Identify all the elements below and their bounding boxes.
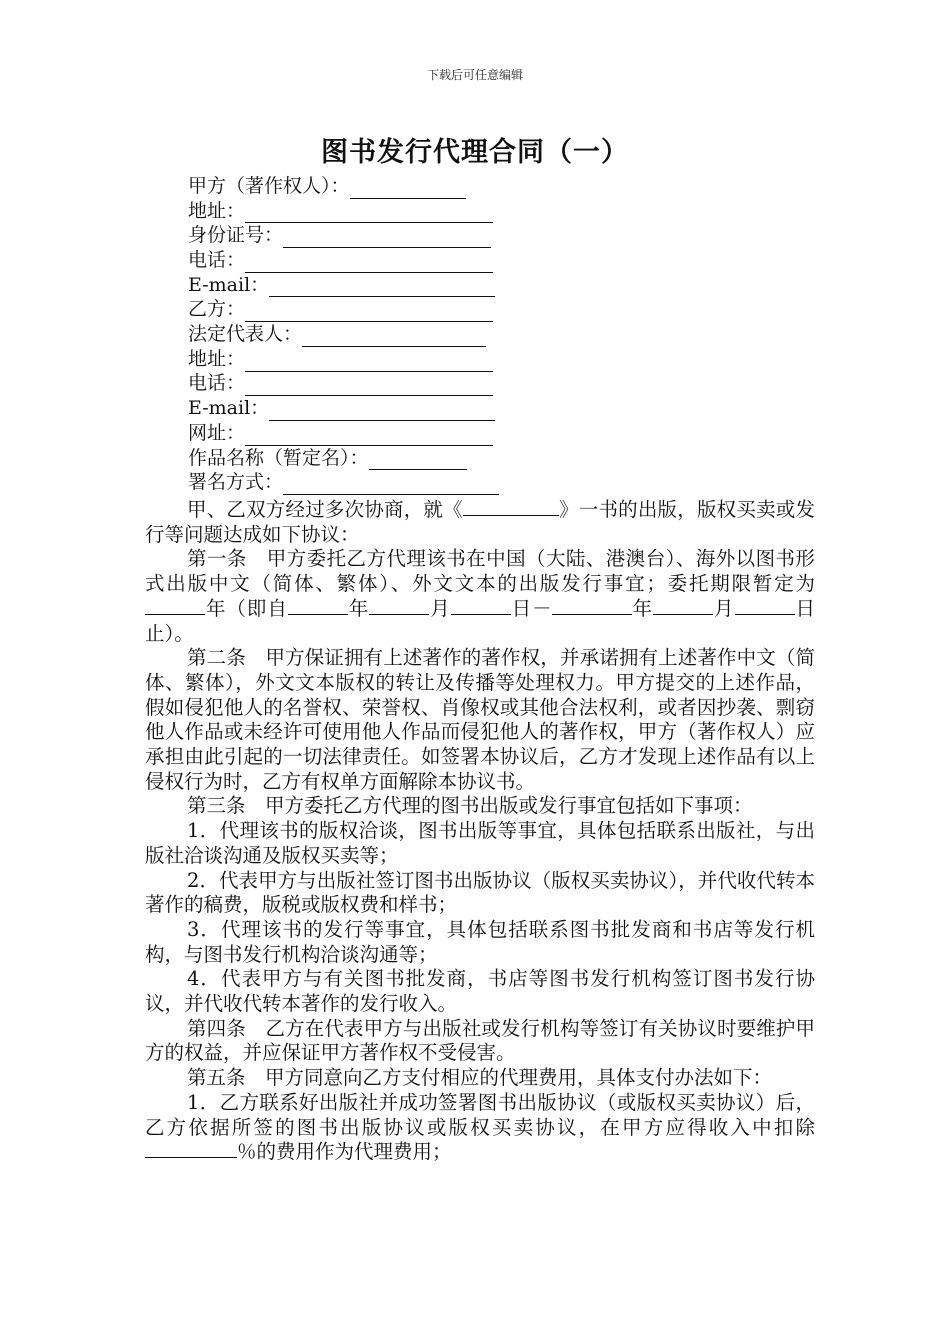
field-party-b-address (188, 347, 499, 372)
field-website (188, 421, 499, 446)
start-month-blank[interactable] (369, 598, 429, 615)
field-party-a-address (188, 199, 499, 224)
article-text: 日止）。 (145, 596, 815, 645)
field-label: 甲方（著作权人）： (188, 174, 350, 197)
end-day-blank[interactable] (735, 598, 795, 615)
party-info-fields (188, 174, 499, 495)
field-label: 地址： (188, 199, 246, 222)
article-text: 第一条 甲方委托乙方代理该书在中国（大陆、港澳台）、海外以图书形式出版中文（简体、繁体）、外文文本的出版发行事宜；委托期限暂定为 (145, 547, 815, 596)
article-3: 第三条 甲方委托乙方代理的图书出版或发行事宜包括如下事项： (187, 794, 753, 818)
fill-in-blank[interactable] (350, 181, 466, 199)
fill-in-blank[interactable] (283, 477, 499, 495)
field-legal-representative (188, 322, 499, 347)
contract-body (145, 498, 815, 1165)
article-text: ％的费用作为代理费用； (237, 1140, 452, 1164)
field-party-b-phone (188, 372, 499, 397)
field-work-title (188, 446, 499, 471)
field-party-a-phone (188, 248, 499, 273)
fill-in-blank[interactable] (245, 255, 493, 273)
fill-in-blank[interactable] (283, 230, 491, 248)
field-id-number (188, 223, 499, 248)
article-text: 月 (713, 596, 735, 620)
article-text: 月 (429, 596, 451, 620)
end-month-blank[interactable] (653, 598, 713, 615)
fill-in-blank[interactable] (369, 452, 467, 470)
field-label: E-mail： (188, 273, 270, 296)
end-year-blank[interactable] (552, 598, 632, 615)
article-2: 第二条 甲方保证拥有上述著作的著作权，并承诺拥有上述著作中文（简体、繁体），外文文本版权的转让及传播等处理权力。甲方提交的上述作品，假如侵犯他人的名誉权、荣誉权、肖像权或其他合法权利，或者因抄袭、剽窃他人作品或未经许可使用他人作品而侵犯他人的著作权，甲方（著作权人）应承担由此引起的一切法律责任。如签署本协议后，乙方才发现上述作品有以上侵权行为时，乙方有权单方面解除本协议书。 (145, 646, 815, 793)
fill-in-blank[interactable] (302, 329, 486, 347)
field-label: 电话： (188, 372, 246, 395)
article-3-item-4: 4．代表甲方与有关图书批发商，书店等图书发行机构签订图书发行协议，并代收代转本著作的发行收入。 (145, 967, 815, 1016)
fill-in-blank[interactable] (245, 205, 493, 223)
article-text: 1．乙方联系好出版社并成功签署图书出版协议（或版权买卖协议）后，乙方依据所签的图书出版协议或版权买卖协议，在甲方应得收入中扣除 (145, 1090, 815, 1139)
field-party-a-email (188, 273, 499, 298)
fill-in-blank[interactable] (245, 354, 493, 372)
field-party-b-email (188, 396, 499, 421)
field-party-a (188, 174, 499, 199)
article-3-item-2: 2．代表甲方与出版社签订图书出版协议（版权买卖协议），并代收代转本著作的稿费，版税或版权费和样书； (145, 868, 815, 917)
field-label: 法定代表人： (188, 323, 303, 346)
intro-text: 》一书的出版，版权买卖或发行等问题达成如下协议： (145, 498, 815, 546)
field-party-b (188, 297, 499, 322)
start-day-blank[interactable] (451, 598, 511, 615)
field-label: 署名方式： (188, 471, 284, 494)
field-label: 电话： (188, 249, 246, 272)
start-year-blank[interactable] (288, 598, 348, 615)
article-1 (145, 547, 815, 646)
document-title: 图书发行代理合同（一） (321, 137, 629, 168)
field-label: 作品名称（暂定名）： (188, 446, 369, 469)
article-4: 第四条 乙方在代表甲方与出版社或发行机构等签订有关协议时要维护甲方的权益，并应保证甲方著作权不受侵害。 (145, 1016, 815, 1065)
article-text: 年 (631, 596, 654, 620)
fill-in-blank[interactable] (269, 403, 495, 421)
percentage-blank[interactable] (145, 1141, 237, 1158)
field-label: 身份证号： (188, 224, 284, 247)
article-5-item-1 (145, 1091, 815, 1165)
fill-in-blank[interactable] (245, 378, 493, 396)
header-note: 下载后可任意编辑 (426, 68, 523, 82)
field-label: 乙方： (188, 298, 246, 321)
fill-in-blank[interactable] (269, 279, 495, 297)
article-text: 日－ (510, 596, 552, 620)
fill-in-blank[interactable] (245, 304, 493, 322)
field-label: 地址： (188, 347, 246, 370)
intro-paragraph (145, 498, 815, 547)
article-5: 第五条 甲方同意向乙方支付相应的代理费用，具体支付办法如下： (187, 1066, 773, 1090)
field-label: E-mail： (188, 397, 270, 420)
book-title-blank[interactable] (463, 499, 559, 516)
article-3-item-1: 1．代理该书的版权洽谈，图书出版等事宜，具体包括联系出版社，与出版社洽谈沟通及版权买卖等； (145, 819, 815, 867)
intro-text: 甲、乙双方经过多次协商，就《 (187, 498, 463, 521)
field-label: 网址： (188, 421, 246, 444)
article-text: 年（即自 (205, 596, 288, 620)
years-blank[interactable] (145, 598, 205, 615)
field-byline (188, 470, 499, 495)
article-3-item-3: 3．代理该书的发行等事宜，具体包括联系图书批发商和书店等发行机构，与图书发行机构洽谈沟通等； (145, 917, 815, 966)
article-text: 年 (347, 596, 370, 620)
fill-in-blank[interactable] (245, 428, 493, 446)
